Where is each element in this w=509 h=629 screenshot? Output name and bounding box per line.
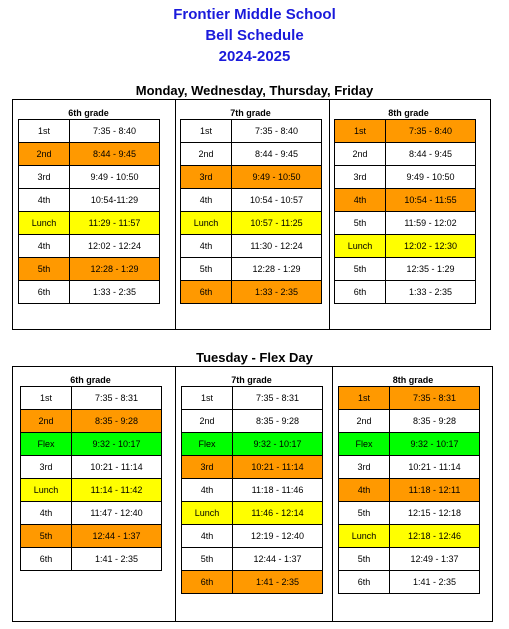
schedule-table-7th-regular	[180, 119, 322, 304]
period-cell: 5th	[181, 258, 232, 281]
schedule-row	[19, 212, 160, 235]
time-cell: 11:14 - 11:42	[72, 479, 162, 502]
time-cell: 1:33 - 2:35	[70, 281, 160, 304]
schedule-row	[339, 433, 480, 456]
period-cell: 5th	[19, 258, 70, 281]
time-cell: 11:30 - 12:24	[232, 235, 322, 258]
period-cell: 4th	[19, 235, 70, 258]
period-cell: 2nd	[335, 143, 386, 166]
time-cell: 8:35 - 9:28	[390, 410, 480, 433]
schedule-row	[335, 120, 476, 143]
period-cell: 5th	[335, 212, 386, 235]
time-cell: 8:44 - 9:45	[232, 143, 322, 166]
schedule-row	[339, 456, 480, 479]
schedule-row	[19, 281, 160, 304]
time-cell: 10:54 - 10:57	[232, 189, 322, 212]
schedule-row	[21, 479, 162, 502]
time-cell: 7:35 - 8:31	[72, 387, 162, 410]
schedule-table-6th-flex	[20, 386, 162, 571]
time-cell: 1:41 - 2:35	[390, 571, 480, 594]
period-cell: Lunch	[21, 479, 72, 502]
schedule-row	[21, 456, 162, 479]
period-cell: 1st	[21, 387, 72, 410]
period-cell: 4th	[182, 525, 233, 548]
period-cell: Lunch	[182, 502, 233, 525]
schedule-row	[339, 525, 480, 548]
period-cell: 1st	[19, 120, 70, 143]
column-divider	[175, 100, 176, 329]
period-cell: Lunch	[181, 212, 232, 235]
schedule-row	[339, 479, 480, 502]
schedule-table-6th-regular	[18, 119, 160, 304]
period-cell: 3rd	[182, 456, 233, 479]
time-cell: 12:49 - 1:37	[390, 548, 480, 571]
period-cell: 3rd	[181, 166, 232, 189]
period-cell: 3rd	[339, 456, 390, 479]
time-cell: 8:44 - 9:45	[386, 143, 476, 166]
grade-label-7th: 7th grade	[231, 375, 272, 385]
grade-label-6th: 6th grade	[70, 375, 111, 385]
period-cell: 2nd	[182, 410, 233, 433]
time-cell: 10:21 - 11:14	[390, 456, 480, 479]
period-cell: Flex	[339, 433, 390, 456]
schedule-row	[335, 189, 476, 212]
schedule-row	[181, 281, 322, 304]
time-cell: 1:41 - 2:35	[233, 571, 323, 594]
period-cell: 4th	[182, 479, 233, 502]
period-cell: Flex	[182, 433, 233, 456]
school-year: 2024-2025	[218, 48, 291, 65]
schedule-row	[21, 502, 162, 525]
schedule-row	[335, 143, 476, 166]
time-cell: 12:28 - 1:29	[70, 258, 160, 281]
schedule-row	[339, 387, 480, 410]
period-cell: 4th	[339, 479, 390, 502]
schedule-row	[19, 166, 160, 189]
schedule-row	[19, 143, 160, 166]
period-cell: 1st	[339, 387, 390, 410]
schedule-row	[182, 479, 323, 502]
schedule-row	[335, 281, 476, 304]
period-cell: 6th	[182, 571, 233, 594]
schedule-row	[339, 502, 480, 525]
schedule-row	[182, 571, 323, 594]
schedule-row	[339, 571, 480, 594]
schedule-row	[21, 387, 162, 410]
time-cell: 9:49 - 10:50	[70, 166, 160, 189]
time-cell: 12:35 - 1:29	[386, 258, 476, 281]
time-cell: 12:02 - 12:30	[386, 235, 476, 258]
schedule-row	[182, 525, 323, 548]
time-cell: 12:15 - 12:18	[390, 502, 480, 525]
time-cell: 11:18 - 12:11	[390, 479, 480, 502]
schedule-row	[335, 258, 476, 281]
time-cell: 11:18 - 11:46	[233, 479, 323, 502]
period-cell: Lunch	[19, 212, 70, 235]
schedule-row	[181, 166, 322, 189]
section-title: Monday, Wednesday, Thursday, Friday	[135, 83, 374, 98]
time-cell: 11:29 - 11:57	[70, 212, 160, 235]
period-cell: 1st	[182, 387, 233, 410]
time-cell: 10:54-11:29	[70, 189, 160, 212]
schedule-row	[335, 235, 476, 258]
schedule-row	[21, 433, 162, 456]
time-cell: 7:35 - 8:31	[233, 387, 323, 410]
schedule-row	[182, 548, 323, 571]
time-cell: 10:54 - 11:55	[386, 189, 476, 212]
schedule-row	[19, 235, 160, 258]
time-cell: 1:41 - 2:35	[72, 548, 162, 571]
period-cell: Lunch	[335, 235, 386, 258]
schedule-row	[181, 120, 322, 143]
document-subtitle: Bell Schedule	[205, 27, 304, 44]
period-cell: 5th	[335, 258, 386, 281]
period-cell: 4th	[181, 235, 232, 258]
time-cell: 11:59 - 12:02	[386, 212, 476, 235]
schedule-row	[21, 548, 162, 571]
time-cell: 9:32 - 10:17	[390, 433, 480, 456]
schedule-row	[181, 235, 322, 258]
schedule-row	[21, 410, 162, 433]
time-cell: 8:35 - 9:28	[72, 410, 162, 433]
time-cell: 9:49 - 10:50	[232, 166, 322, 189]
period-cell: 4th	[181, 189, 232, 212]
grade-label-8th: 8th grade	[392, 375, 434, 385]
grade-label-6th: 6th grade	[68, 108, 109, 118]
time-cell: 7:35 - 8:40	[232, 120, 322, 143]
schedule-row	[19, 258, 160, 281]
schedule-row	[19, 189, 160, 212]
period-cell: 3rd	[21, 456, 72, 479]
time-cell: 7:35 - 8:31	[390, 387, 480, 410]
schedule-row	[181, 258, 322, 281]
time-cell: 12:28 - 1:29	[232, 258, 322, 281]
period-cell: 2nd	[181, 143, 232, 166]
schedule-row	[335, 212, 476, 235]
schedule-row	[182, 387, 323, 410]
time-cell: 10:21 - 11:14	[233, 456, 323, 479]
time-cell: 11:46 - 12:14	[233, 502, 323, 525]
period-cell: 5th	[21, 525, 72, 548]
time-cell: 11:47 - 12:40	[72, 502, 162, 525]
period-cell: 2nd	[19, 143, 70, 166]
column-divider	[175, 367, 176, 621]
time-cell: 12:18 - 12:46	[390, 525, 480, 548]
schedule-header	[0, 4, 509, 67]
time-cell: 10:21 - 11:14	[72, 456, 162, 479]
period-cell: Flex	[21, 433, 72, 456]
period-cell: 6th	[19, 281, 70, 304]
schedule-row	[19, 120, 160, 143]
schedule-row	[182, 410, 323, 433]
schedule-row	[335, 166, 476, 189]
period-cell: 6th	[181, 281, 232, 304]
time-cell: 12:19 - 12:40	[233, 525, 323, 548]
time-cell: 9:49 - 10:50	[386, 166, 476, 189]
time-cell: 8:35 - 9:28	[233, 410, 323, 433]
time-cell: 9:32 - 10:17	[233, 433, 323, 456]
time-cell: 12:44 - 1:37	[233, 548, 323, 571]
period-cell: 6th	[21, 548, 72, 571]
school-name: Frontier Middle School	[173, 6, 336, 23]
period-cell: 1st	[335, 120, 386, 143]
schedule-row	[181, 189, 322, 212]
time-cell: 12:44 - 1:37	[72, 525, 162, 548]
time-cell: 8:44 - 9:45	[70, 143, 160, 166]
column-divider	[332, 367, 333, 621]
grade-label-7th: 7th grade	[230, 108, 271, 118]
schedule-row	[182, 456, 323, 479]
schedule-row	[182, 502, 323, 525]
period-cell: 4th	[21, 502, 72, 525]
schedule-row	[21, 525, 162, 548]
period-cell: 6th	[339, 571, 390, 594]
period-cell: 4th	[335, 189, 386, 212]
period-cell: Lunch	[339, 525, 390, 548]
period-cell: 3rd	[19, 166, 70, 189]
schedule-table-7th-flex	[181, 386, 323, 594]
section-title: Tuesday - Flex Day	[196, 350, 313, 365]
period-cell: 5th	[339, 548, 390, 571]
column-divider	[329, 100, 330, 329]
period-cell: 3rd	[335, 166, 386, 189]
schedule-row	[181, 212, 322, 235]
time-cell: 1:33 - 2:35	[232, 281, 322, 304]
period-cell: 2nd	[21, 410, 72, 433]
time-cell: 7:35 - 8:40	[386, 120, 476, 143]
period-cell: 5th	[182, 548, 233, 571]
grade-label-8th: 8th grade	[388, 108, 429, 118]
period-cell: 1st	[181, 120, 232, 143]
time-cell: 7:35 - 8:40	[70, 120, 160, 143]
schedule-table-8th-flex	[338, 386, 480, 594]
time-cell: 9:32 - 10:17	[72, 433, 162, 456]
period-cell: 5th	[339, 502, 390, 525]
period-cell: 2nd	[339, 410, 390, 433]
period-cell: 4th	[19, 189, 70, 212]
schedule-row	[339, 410, 480, 433]
time-cell: 10:57 - 11:25	[232, 212, 322, 235]
period-cell: 6th	[335, 281, 386, 304]
schedule-table-8th-regular	[334, 119, 476, 304]
schedule-row	[181, 143, 322, 166]
time-cell: 1:33 - 2:35	[386, 281, 476, 304]
time-cell: 12:02 - 12:24	[70, 235, 160, 258]
schedule-row	[182, 433, 323, 456]
schedule-row	[339, 548, 480, 571]
